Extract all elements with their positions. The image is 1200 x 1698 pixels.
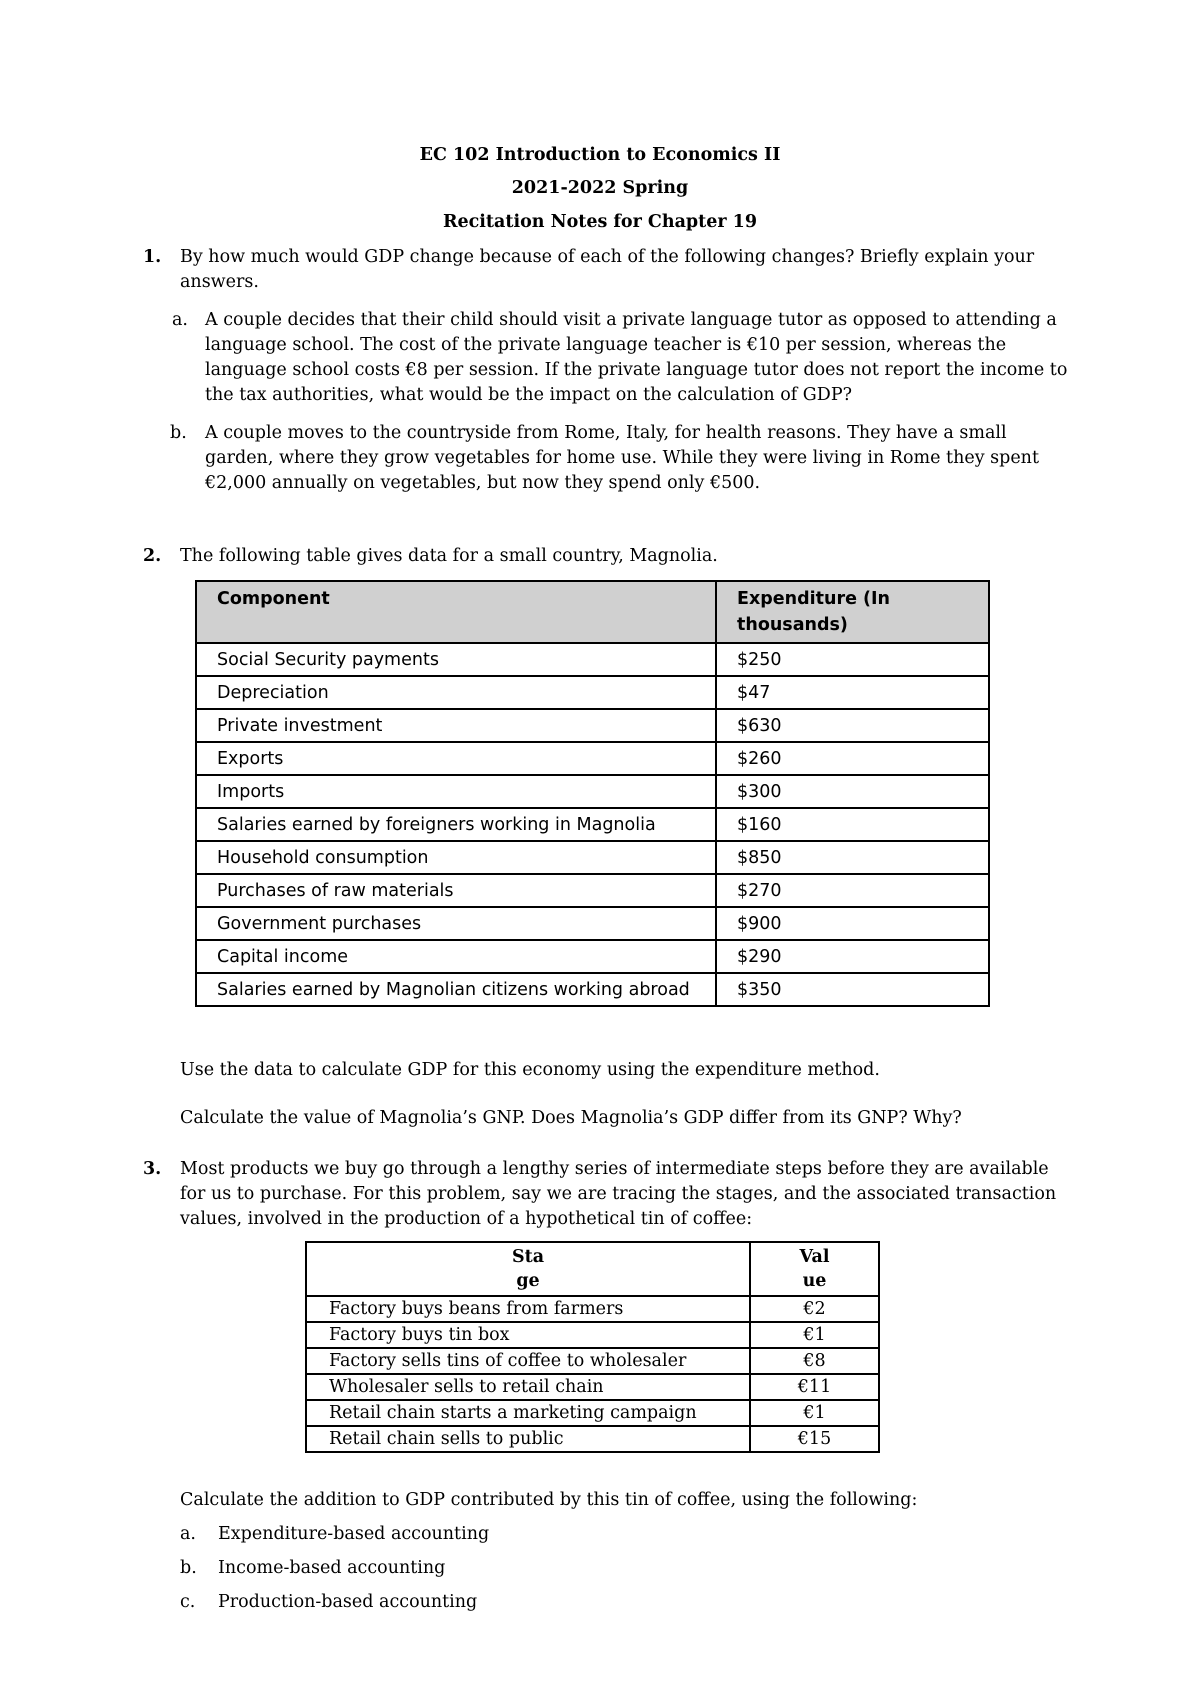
stage-cell: Factory sells tins of coffee to wholesaler [306, 1348, 750, 1374]
value-cell: $300 [716, 775, 989, 808]
table-row [196, 874, 989, 907]
table-row [196, 841, 989, 874]
q1-line-1: By how much would GDP change because of each of the following changes? Briefly explain your [180, 247, 1035, 267]
value-cell: $290 [716, 940, 989, 973]
coffee-stages-table [305, 1241, 880, 1453]
expenditure-table [195, 580, 990, 1007]
q3-item-text: Income-based accounting [218, 1558, 446, 1578]
table-row [196, 973, 989, 1006]
component-cell: Government purchases [196, 907, 716, 940]
value-cell: €2 [750, 1296, 879, 1322]
q1a-line-1: A couple decides that their child should visit a private language tutor as opposed to attending a [205, 310, 1057, 330]
stage-cell: Factory buys tin box [306, 1322, 750, 1348]
table-row [306, 1322, 879, 1348]
component-cell: Purchases of raw materials [196, 874, 716, 907]
q2-number: 2. [143, 546, 162, 566]
table-row [196, 742, 989, 775]
q3-number: 3. [143, 1159, 162, 1179]
q3-item-marker: b. [180, 1558, 197, 1578]
component-cell: Private investment [196, 709, 716, 742]
table-row [306, 1348, 879, 1374]
value-cell: $630 [716, 709, 989, 742]
q1a-line-2: language school. The cost of the private language teacher is €10 per session, whereas the [205, 335, 1007, 355]
component-cell: Household consumption [196, 841, 716, 874]
table-row [196, 940, 989, 973]
q3-line-3: values, involved in the production of a hypothetical tin of coffee: [180, 1209, 753, 1229]
header-line: Expenditure (In [737, 589, 891, 609]
column-header-stage [306, 1242, 750, 1296]
table-header-row [306, 1242, 879, 1296]
value-cell: €1 [750, 1322, 879, 1348]
component-cell: Capital income [196, 940, 716, 973]
value-cell: $260 [716, 742, 989, 775]
value-cell: €1 [750, 1400, 879, 1426]
stage-cell: Wholesaler sells to retail chain [306, 1374, 750, 1400]
header-line: ge [516, 1271, 540, 1291]
q3-item-marker: c. [180, 1592, 196, 1612]
value-cell: €8 [750, 1348, 879, 1374]
column-header-component: Component [196, 581, 716, 643]
component-cell: Imports [196, 775, 716, 808]
page-subtitle: Recitation Notes for Chapter 19 [442, 212, 758, 232]
q2-intro: The following table gives data for a small country, Magnolia. [180, 546, 718, 566]
value-cell: €15 [750, 1426, 879, 1452]
component-cell: Salaries earned by Magnolian citizens working abroad [196, 973, 716, 1006]
q1-number: 1. [143, 247, 162, 267]
term: 2021-2022 Spring [511, 178, 689, 198]
table-header-row [196, 581, 989, 643]
q2-instruction-2: Calculate the value of Magnolia’s GNP. Does Magnolia’s GDP differ from its GNP? Why? [180, 1108, 962, 1128]
table-row [306, 1296, 879, 1322]
value-cell: $900 [716, 907, 989, 940]
value-cell: $47 [716, 676, 989, 709]
q1b-line-2: garden, where they grow vegetables for home use. While they were living in Rome they spent [205, 448, 1039, 468]
table-row [196, 775, 989, 808]
q2-instruction-1: Use the data to calculate GDP for this economy using the expenditure method. [180, 1060, 880, 1080]
table-row [196, 709, 989, 742]
table-row [196, 676, 989, 709]
q1a-marker: a. [172, 310, 188, 330]
value-cell: $160 [716, 808, 989, 841]
q1a-line-4: the tax authorities, what would be the impact on the calculation of GDP? [205, 385, 852, 405]
header-line: Val [799, 1247, 830, 1267]
q3-calc-instruction: Calculate the addition to GDP contributed by this tin of coffee, using the following: [180, 1490, 918, 1510]
stage-cell: Retail chain sells to public [306, 1426, 750, 1452]
value-cell: €11 [750, 1374, 879, 1400]
value-cell: $270 [716, 874, 989, 907]
value-cell: $250 [716, 643, 989, 676]
table-row [196, 643, 989, 676]
table-row [306, 1374, 879, 1400]
table-row [306, 1426, 879, 1452]
q3-item-marker: a. [180, 1524, 196, 1544]
q3-item-text: Production-based accounting [218, 1592, 478, 1612]
header-line: ue [802, 1271, 827, 1291]
component-cell: Depreciation [196, 676, 716, 709]
header-line: Sta [511, 1247, 545, 1267]
q3-line-2: for us to purchase. For this problem, say we are tracing the stages, and the associated transaction [180, 1184, 1057, 1204]
course-title: EC 102 Introduction to Economics II [419, 145, 781, 165]
table-row [306, 1400, 879, 1426]
component-cell: Exports [196, 742, 716, 775]
table-row [196, 907, 989, 940]
value-cell: $850 [716, 841, 989, 874]
q1b-marker: b. [170, 423, 187, 443]
stage-cell: Factory buys beans from farmers [306, 1296, 750, 1322]
q3-line-1: Most products we buy go through a lengthy series of intermediate steps before they are available [180, 1159, 1049, 1179]
q3-item-text: Expenditure-based accounting [218, 1524, 490, 1544]
value-cell: $350 [716, 973, 989, 1006]
header-line: thousands) [737, 615, 848, 635]
component-cell: Salaries earned by foreigners working in Magnolia [196, 808, 716, 841]
component-cell: Social Security payments [196, 643, 716, 676]
column-header-expenditure [716, 581, 989, 643]
q1a-line-3: language school costs €8 per session. If the private language tutor does not report the income to [205, 360, 1068, 380]
q1b-line-1: A couple moves to the countryside from Rome, Italy, for health reasons. They have a small [205, 423, 1007, 443]
table-row [196, 808, 989, 841]
q1b-line-3: €2,000 annually on vegetables, but now they spend only €500. [205, 473, 761, 493]
q1-line-2: answers. [180, 272, 259, 292]
stage-cell: Retail chain starts a marketing campaign [306, 1400, 750, 1426]
column-header-value [750, 1242, 879, 1296]
